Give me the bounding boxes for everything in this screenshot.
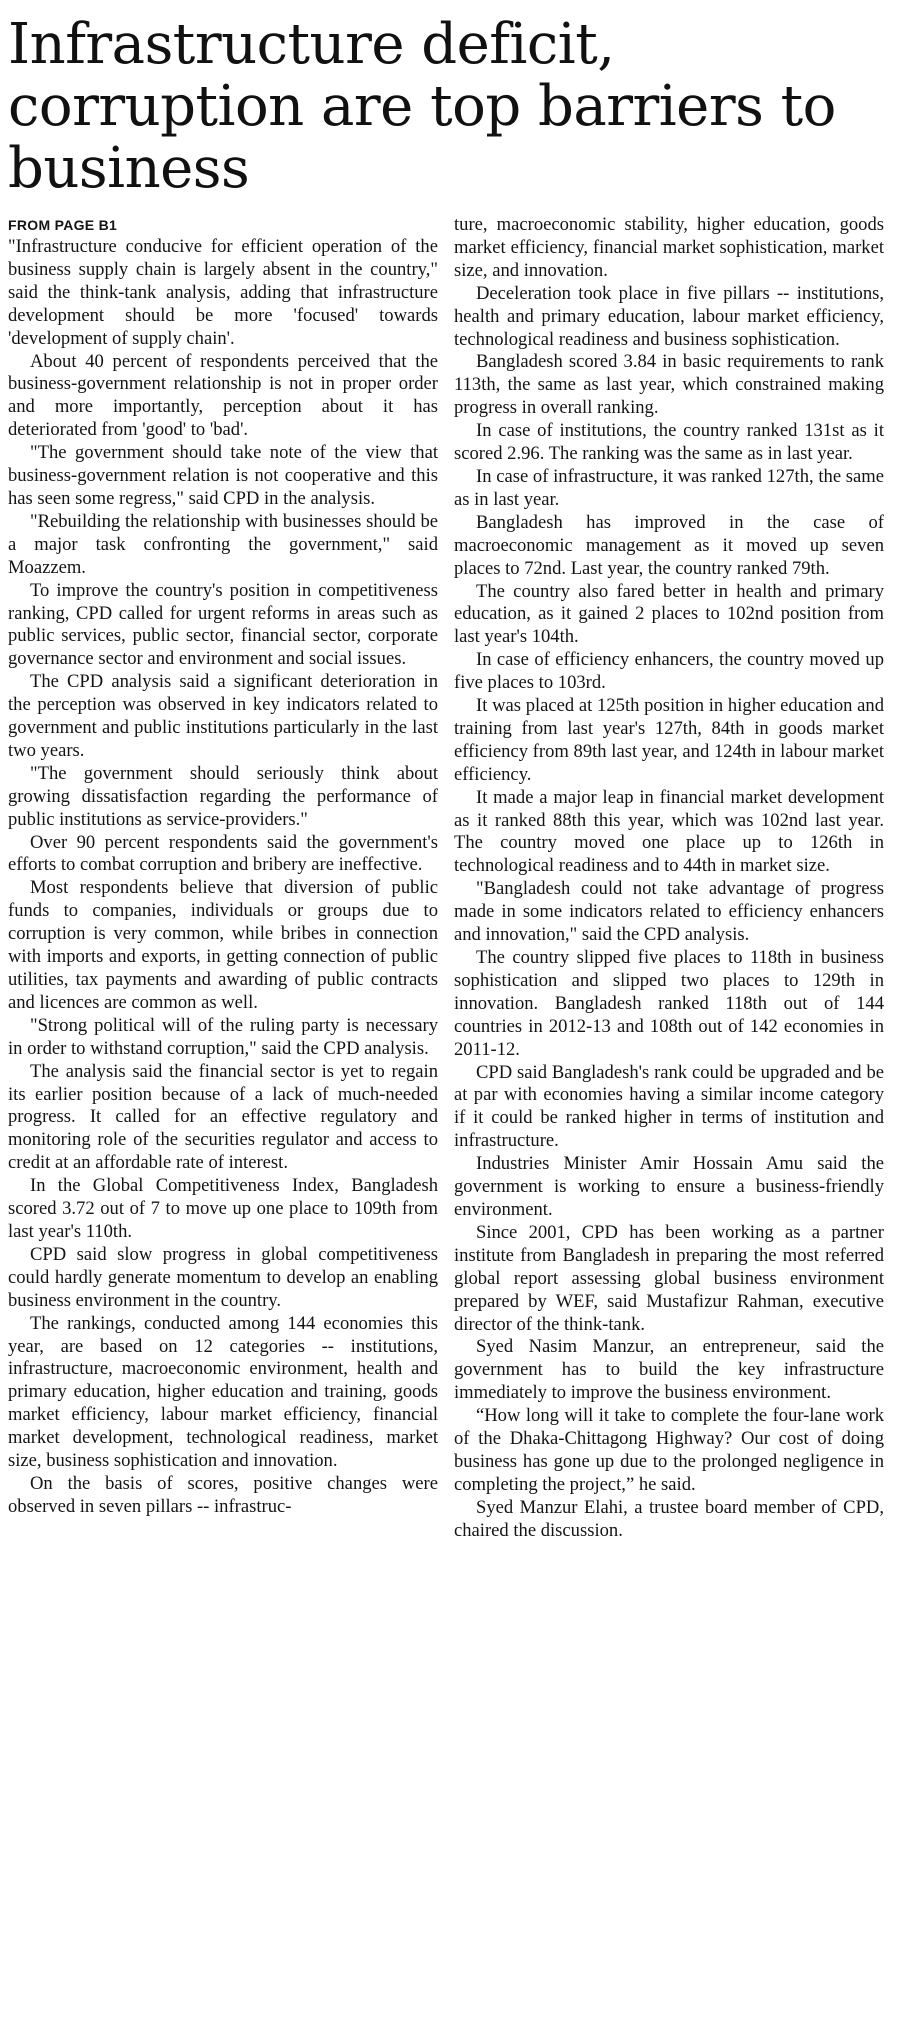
paragraph: In case of infrastructure, it was ranked 127th, the same as in last year. [454, 465, 884, 510]
paragraph: The CPD analysis said a significant deterioration in the perception was observed in key indicators related to government and public institutions particularly in the last two years. [8, 671, 438, 761]
paragraph-continued: ture, macroeconomic stability, higher education, goods market efficiency, financial market sophistication, market size, and innovation. [454, 214, 884, 281]
headline: Infrastructure deficit, corruption are top barriers to business [8, 12, 836, 201]
paragraph: The country slipped five places to 118th in business sophistication and slipped two places to 129th in innovation. Bangladesh ranked 118th out of 144 countries in 2012-13 and 108th out of 142 economies in 2011-12. [454, 947, 884, 1060]
right-column [454, 214, 884, 1543]
paragraph: The analysis said the financial sector is yet to regain its earlier position because of a lack of much-needed progress. It called for an effective regulatory and monitoring role of the securities regulator and access to credit at an affordable rate of interest. [8, 1060, 438, 1174]
paragraph: "Rebuilding the relationship with businesses should be a major task confronting the government," said Moazzem. [8, 510, 438, 578]
paragraph: "Bangladesh could not take advantage of progress made in some indicators related to efficiency enhancers and innovation," said the CPD analysis. [454, 878, 884, 946]
paragraph: The country also fared better in health and primary education, as it gained 2 places to 102nd position from last year's 104th. [454, 580, 884, 648]
paragraph: Bangladesh has improved in the case of macroeconomic management as it moved up seven places to 72nd. Last year, the country ranked 79th. [454, 511, 884, 579]
article-body [8, 214, 884, 1543]
paragraph: Since 2001, CPD has been working as a partner institute from Bangladesh in preparing the most referred global report assessing global business environment prepared by WEF, said Mustafizur Rahman, executive director of the think-tank. [454, 1221, 884, 1335]
paragraph: In case of efficiency enhancers, the country moved up five places to 103rd. [454, 649, 884, 694]
paragraph: CPD said slow progress in global competitiveness could hardly generate momentum to develop an enabling business environment in the country. [8, 1243, 438, 1311]
paragraph: “How long will it take to complete the four-lane work of the Dhaka-Chittagong Highway? Our cost of doing business has gone up due to the prolonged negligence in completing the project,” he said. [454, 1405, 884, 1495]
paragraph: "Infrastructure conducive for efficient operation of the business supply chain is largely absent in the country," said the think-tank analysis, adding that infrastructure development should be more 'focused' towards 'development of supply chain'. [8, 236, 438, 349]
paragraph: Bangladesh scored 3.84 in basic requirements to rank 113th, the same as last year, which constrained making progress in overall ranking. [454, 351, 884, 419]
paragraph: Deceleration took place in five pillars -- institutions, health and primary education, labour market efficiency, technological readiness and business sophistication. [454, 282, 884, 350]
paragraph: Industries Minister Amir Hossain Amu said the government is working to ensure a business-friendly environment. [454, 1153, 884, 1220]
paragraph: "The government should take note of the view that business-government relation is not cooperative and this has seen some regress," said CPD in the analysis. [8, 442, 438, 509]
paragraph: The rankings, conducted among 144 economies this year, are based on 12 categories -- institutions, infrastructure, macroeconomic environment, health and primary education, higher education and training, goods market efficiency, labour market efficiency, financial market development, technological readiness, market size, business sophistication and innovation. [8, 1312, 438, 1472]
paragraph: Over 90 percent respondents said the government's efforts to combat corruption and bribery are ineffective. [8, 831, 438, 876]
paragraph: On the basis of scores, positive changes were observed in seven pillars -- infrastruc- [8, 1472, 438, 1517]
source-line: FROM PAGE B1 [8, 217, 118, 233]
paragraph: About 40 percent of respondents perceived that the business-government relationship is not in proper order and more importantly, perception about it has deteriorated from 'good' to 'bad'. [8, 350, 438, 441]
paragraph: In case of institutions, the country ranked 131st as it scored 2.96. The ranking was the same as in last year. [454, 420, 884, 465]
left-column [8, 214, 438, 1543]
paragraph: CPD said Bangladesh's rank could be upgraded and be at par with economies having a similar income category if it could be ranked higher in terms of institution and infrastructure. [454, 1061, 884, 1152]
paragraph: To improve the country's position in competitiveness ranking, CPD called for urgent reforms in areas such as public services, public sector, financial sector, corporate governance sector and environment and social issues. [8, 579, 438, 670]
paragraph: Syed Manzur Elahi, a trustee board member of CPD, chaired the discussion. [454, 1496, 884, 1541]
paragraph: Most respondents believe that diversion of public funds to companies, individuals or groups due to corruption is very common, while bribes in connection with imports and exports, in getting connection of public utilities, tax payments and awarding of public contracts and licences are common as well. [8, 877, 438, 1013]
paragraph: It was placed at 125th position in higher education and training from last year's 127th, 84th in goods market efficiency from 89th last year, and 124th in labour market efficiency. [454, 695, 884, 785]
paragraph: "The government should seriously think about growing dissatisfaction regarding the performance of public institutions as service-providers." [8, 762, 438, 830]
paragraph: "Strong political will of the ruling party is necessary in order to withstand corruption," said the CPD analysis. [8, 1014, 438, 1059]
paragraph: In the Global Competitiveness Index, Bangladesh scored 3.72 out of 7 to move up one place to 109th from last year's 110th. [8, 1175, 438, 1242]
paragraph: Syed Nasim Manzur, an entrepreneur, said the government has to build the key infrastructure immediately to improve the business environment. [454, 1336, 884, 1404]
paragraph: It made a major leap in financial market development as it ranked 88th this year, which was 102nd last year. The country moved one place up to 126th in technological readiness and to 44th in market size. [454, 786, 884, 877]
